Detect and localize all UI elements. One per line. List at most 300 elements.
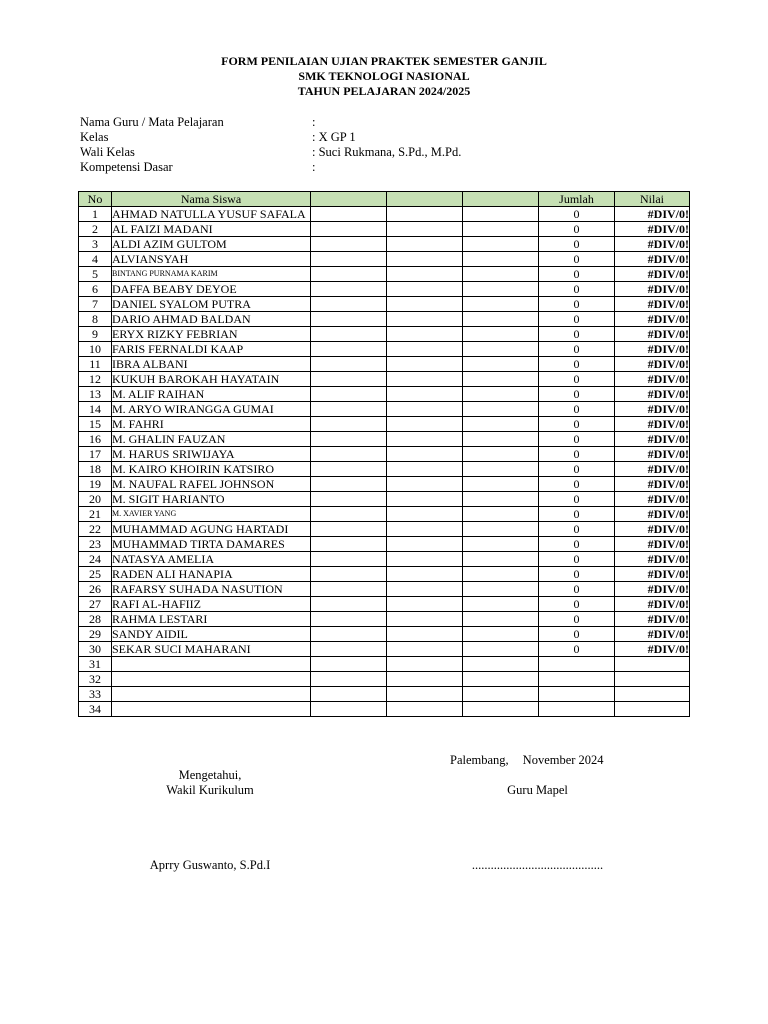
header-name: Nama Siswa — [112, 192, 311, 207]
cell-blank — [463, 252, 539, 267]
table-row — [79, 267, 690, 282]
info-block — [80, 115, 480, 175]
title-line-2: SMK TEKNOLOGI NASIONAL — [298, 69, 470, 83]
document-title — [0, 54, 768, 99]
table-row — [79, 327, 690, 342]
cell-blank — [387, 282, 463, 297]
cell-blank — [463, 372, 539, 387]
cell-no: 25 — [79, 567, 112, 582]
cell-total: 0 — [539, 507, 615, 522]
cell-total: 0 — [539, 342, 615, 357]
info-label: Kelas — [80, 130, 109, 144]
info-value: : X GP 1 — [312, 130, 356, 144]
cell-no: 28 — [79, 612, 112, 627]
cell-score: #DIV/0! — [615, 492, 690, 507]
cell-total: 0 — [539, 447, 615, 462]
cell-blank — [311, 537, 387, 552]
cell-blank — [387, 612, 463, 627]
cell-no: 16 — [79, 432, 112, 447]
cell-name: SEKAR SUCI MAHARANI — [112, 642, 311, 657]
cell-name: RAFI AL-HAFIIZ — [112, 597, 311, 612]
cell-no: 17 — [79, 447, 112, 462]
table-row — [79, 252, 690, 267]
table-row — [79, 402, 690, 417]
cell-total — [539, 702, 615, 717]
table-row — [79, 207, 690, 222]
cell-blank — [311, 657, 387, 672]
cell-blank — [463, 237, 539, 252]
info-label: Kompetensi Dasar — [80, 160, 173, 174]
info-value: : — [312, 115, 316, 129]
cell-blank — [311, 402, 387, 417]
cell-no: 21 — [79, 507, 112, 522]
table-row — [79, 237, 690, 252]
cell-blank — [463, 582, 539, 597]
cell-score: #DIV/0! — [615, 642, 690, 657]
cell-blank — [387, 537, 463, 552]
cell-score: #DIV/0! — [615, 402, 690, 417]
cell-blank — [311, 567, 387, 582]
cell-blank — [311, 387, 387, 402]
cell-blank — [387, 207, 463, 222]
cell-total: 0 — [539, 612, 615, 627]
cell-total: 0 — [539, 327, 615, 342]
cell-blank — [463, 537, 539, 552]
cell-score — [615, 657, 690, 672]
table-row — [79, 627, 690, 642]
cell-total: 0 — [539, 237, 615, 252]
cell-no: 15 — [79, 417, 112, 432]
cell-blank — [311, 372, 387, 387]
cell-blank — [311, 597, 387, 612]
cell-no: 11 — [79, 357, 112, 372]
cell-blank — [463, 327, 539, 342]
cell-blank — [463, 342, 539, 357]
cell-no: 24 — [79, 552, 112, 567]
cell-name: DANIEL SYALOM PUTRA — [112, 297, 311, 312]
cell-name: M. NAUFAL RAFEL JOHNSON — [112, 477, 311, 492]
table-row — [79, 477, 690, 492]
cell-no: 13 — [79, 387, 112, 402]
cell-blank — [463, 417, 539, 432]
cell-score: #DIV/0! — [615, 372, 690, 387]
cell-total: 0 — [539, 357, 615, 372]
cell-blank — [463, 492, 539, 507]
cell-name: NATASYA AMELIA — [112, 552, 311, 567]
cell-blank — [387, 222, 463, 237]
cell-blank — [387, 267, 463, 282]
cell-score: #DIV/0! — [615, 612, 690, 627]
cell-total: 0 — [539, 552, 615, 567]
cell-no: 5 — [79, 267, 112, 282]
cell-name: AHMAD NATULLA YUSUF SAFALA — [112, 207, 311, 222]
cell-no: 29 — [79, 627, 112, 642]
cell-no: 8 — [79, 312, 112, 327]
cell-total: 0 — [539, 642, 615, 657]
cell-score: #DIV/0! — [615, 462, 690, 477]
table-row — [79, 507, 690, 522]
info-label: Wali Kelas — [80, 145, 135, 159]
score-table — [78, 191, 690, 717]
cell-no: 26 — [79, 582, 112, 597]
cell-score: #DIV/0! — [615, 447, 690, 462]
cell-blank — [311, 687, 387, 702]
right-role: Guru Mapel — [507, 783, 568, 797]
cell-total: 0 — [539, 522, 615, 537]
cell-blank — [463, 267, 539, 282]
cell-score: #DIV/0! — [615, 327, 690, 342]
cell-no: 6 — [79, 282, 112, 297]
cell-blank — [311, 462, 387, 477]
cell-total: 0 — [539, 597, 615, 612]
table-body — [79, 207, 690, 717]
cell-score: #DIV/0! — [615, 477, 690, 492]
cell-score — [615, 687, 690, 702]
table-row — [79, 597, 690, 612]
info-row-class — [80, 130, 480, 145]
cell-score: #DIV/0! — [615, 252, 690, 267]
table-row — [79, 537, 690, 552]
cell-name: KUKUH BAROKAH HAYATAIN — [112, 372, 311, 387]
table-row — [79, 552, 690, 567]
cell-blank — [463, 432, 539, 447]
cell-blank — [387, 312, 463, 327]
cell-name: FARIS FERNALDI KAAP — [112, 342, 311, 357]
cell-blank — [463, 282, 539, 297]
cell-total: 0 — [539, 492, 615, 507]
cell-name: DAFFA BEABY DEYOE — [112, 282, 311, 297]
cell-name: M. XAVIER YANG — [112, 507, 311, 522]
cell-blank — [387, 387, 463, 402]
cell-no: 4 — [79, 252, 112, 267]
table-row — [79, 297, 690, 312]
cell-blank — [463, 627, 539, 642]
cell-no: 27 — [79, 597, 112, 612]
cell-blank — [311, 582, 387, 597]
cell-no: 30 — [79, 642, 112, 657]
table-row — [79, 417, 690, 432]
cell-score: #DIV/0! — [615, 582, 690, 597]
cell-no: 19 — [79, 477, 112, 492]
cell-no: 9 — [79, 327, 112, 342]
cell-total: 0 — [539, 282, 615, 297]
cell-blank — [387, 462, 463, 477]
cell-blank — [311, 477, 387, 492]
table-row — [79, 672, 690, 687]
cell-total: 0 — [539, 252, 615, 267]
cell-no: 34 — [79, 702, 112, 717]
cell-name: MUHAMMAD TIRTA DAMARES — [112, 537, 311, 552]
cell-blank — [463, 597, 539, 612]
cell-no: 10 — [79, 342, 112, 357]
cell-no: 18 — [79, 462, 112, 477]
right-signer-line: .......................................... — [471, 858, 604, 872]
cell-score: #DIV/0! — [615, 297, 690, 312]
cell-blank — [463, 552, 539, 567]
cell-blank — [387, 417, 463, 432]
cell-blank — [463, 507, 539, 522]
cell-score — [615, 672, 690, 687]
cell-name — [112, 672, 311, 687]
cell-blank — [387, 447, 463, 462]
cell-blank — [387, 327, 463, 342]
table-row — [79, 642, 690, 657]
left-signature-block — [120, 768, 300, 798]
cell-no: 31 — [79, 657, 112, 672]
info-row-homeroom — [80, 145, 480, 160]
header-blank-2 — [387, 192, 463, 207]
cell-blank — [463, 522, 539, 537]
header-blank-1 — [311, 192, 387, 207]
cell-no: 12 — [79, 372, 112, 387]
cell-no: 20 — [79, 492, 112, 507]
cell-score — [615, 702, 690, 717]
cell-name: RADEN ALI HANAPIA — [112, 567, 311, 582]
cell-total — [539, 672, 615, 687]
cell-blank — [463, 672, 539, 687]
cell-blank — [387, 252, 463, 267]
cell-blank — [387, 552, 463, 567]
cell-blank — [387, 702, 463, 717]
cell-blank — [311, 222, 387, 237]
cell-blank — [463, 462, 539, 477]
cell-name: M. HARUS SRIWIJAYA — [112, 447, 311, 462]
cell-name: RAFARSY SUHADA NASUTION — [112, 582, 311, 597]
cell-blank — [311, 357, 387, 372]
cell-no: 14 — [79, 402, 112, 417]
cell-blank — [463, 657, 539, 672]
place-text: Palembang, — [450, 753, 509, 767]
cell-blank — [311, 297, 387, 312]
table-row — [79, 282, 690, 297]
table-row — [79, 687, 690, 702]
cell-score: #DIV/0! — [615, 537, 690, 552]
right-signature-block — [450, 783, 625, 798]
cell-blank — [311, 267, 387, 282]
cell-no: 33 — [79, 687, 112, 702]
table-row — [79, 567, 690, 582]
cell-score: #DIV/0! — [615, 207, 690, 222]
cell-blank — [387, 567, 463, 582]
title-line-1: FORM PENILAIAN UJIAN PRAKTEK SEMESTER GANJIL — [221, 54, 547, 68]
table-row — [79, 612, 690, 627]
table-row — [79, 582, 690, 597]
table-row — [79, 657, 690, 672]
cell-name — [112, 687, 311, 702]
cell-score: #DIV/0! — [615, 417, 690, 432]
header-no: No — [79, 192, 112, 207]
info-label: Nama Guru / Mata Pelajaran — [80, 115, 224, 129]
cell-score: #DIV/0! — [615, 312, 690, 327]
table-row — [79, 387, 690, 402]
cell-no: 32 — [79, 672, 112, 687]
header-score: Nilai — [615, 192, 690, 207]
cell-score: #DIV/0! — [615, 222, 690, 237]
cell-blank — [463, 207, 539, 222]
header-blank-3 — [463, 192, 539, 207]
cell-total: 0 — [539, 477, 615, 492]
cell-score: #DIV/0! — [615, 357, 690, 372]
cell-blank — [311, 642, 387, 657]
cell-total: 0 — [539, 462, 615, 477]
cell-name: M. FAHRI — [112, 417, 311, 432]
cell-blank — [387, 402, 463, 417]
cell-total: 0 — [539, 297, 615, 312]
cell-score: #DIV/0! — [615, 507, 690, 522]
cell-name: BINTANG PURNAMA KARIM — [112, 267, 311, 282]
table-row — [79, 492, 690, 507]
cell-name — [112, 657, 311, 672]
cell-blank — [311, 702, 387, 717]
cell-blank — [311, 327, 387, 342]
cell-blank — [463, 612, 539, 627]
cell-name: AL FAIZI MADANI — [112, 222, 311, 237]
cell-blank — [387, 672, 463, 687]
left-signer-name: Aprry Guswanto, S.Pd.I — [149, 858, 271, 872]
cell-blank — [311, 507, 387, 522]
cell-blank — [311, 237, 387, 252]
cell-total: 0 — [539, 312, 615, 327]
cell-blank — [311, 672, 387, 687]
cell-blank — [463, 387, 539, 402]
cell-blank — [387, 372, 463, 387]
cell-blank — [311, 612, 387, 627]
cell-total: 0 — [539, 432, 615, 447]
cell-blank — [463, 447, 539, 462]
cell-blank — [387, 642, 463, 657]
cell-blank — [387, 657, 463, 672]
cell-blank — [387, 357, 463, 372]
table-row — [79, 312, 690, 327]
cell-blank — [311, 522, 387, 537]
cell-total: 0 — [539, 372, 615, 387]
info-value: : — [312, 160, 316, 174]
cell-score: #DIV/0! — [615, 237, 690, 252]
cell-score: #DIV/0! — [615, 567, 690, 582]
cell-blank — [311, 252, 387, 267]
cell-blank — [311, 492, 387, 507]
cell-name: MUHAMMAD AGUNG HARTADI — [112, 522, 311, 537]
title-line-3: TAHUN PELAJARAN 2024/2025 — [297, 84, 471, 98]
cell-total: 0 — [539, 417, 615, 432]
cell-name: M. ALIF RAIHAN — [112, 387, 311, 402]
cell-name: ERYX RIZKY FEBRIAN — [112, 327, 311, 342]
table-row — [79, 372, 690, 387]
cell-blank — [463, 402, 539, 417]
cell-no: 7 — [79, 297, 112, 312]
cell-score: #DIV/0! — [615, 432, 690, 447]
cell-blank — [387, 342, 463, 357]
cell-blank — [387, 477, 463, 492]
cell-blank — [463, 357, 539, 372]
cell-score: #DIV/0! — [615, 342, 690, 357]
cell-name: M. SIGIT HARIANTO — [112, 492, 311, 507]
cell-blank — [311, 627, 387, 642]
cell-blank — [311, 432, 387, 447]
cell-score: #DIV/0! — [615, 282, 690, 297]
cell-total: 0 — [539, 582, 615, 597]
cell-blank — [387, 507, 463, 522]
cell-name: IBRA ALBANI — [112, 357, 311, 372]
cell-blank — [463, 687, 539, 702]
cell-blank — [463, 477, 539, 492]
cell-blank — [311, 552, 387, 567]
cell-score: #DIV/0! — [615, 552, 690, 567]
cell-blank — [387, 432, 463, 447]
cell-no: 2 — [79, 222, 112, 237]
cell-total: 0 — [539, 627, 615, 642]
cell-total: 0 — [539, 267, 615, 282]
table-header-row — [79, 192, 690, 207]
cell-blank — [387, 522, 463, 537]
info-row-competency — [80, 160, 480, 175]
cell-blank — [387, 582, 463, 597]
left-role: Wakil Kurikulum — [166, 783, 254, 797]
cell-blank — [311, 447, 387, 462]
table-row — [79, 357, 690, 372]
cell-no: 22 — [79, 522, 112, 537]
cell-blank — [463, 312, 539, 327]
cell-blank — [387, 237, 463, 252]
cell-total: 0 — [539, 207, 615, 222]
cell-name — [112, 702, 311, 717]
table-row — [79, 342, 690, 357]
table-row — [79, 222, 690, 237]
table-row — [79, 522, 690, 537]
table-row — [79, 432, 690, 447]
cell-name: SANDY AIDIL — [112, 627, 311, 642]
cell-blank — [463, 297, 539, 312]
cell-total: 0 — [539, 402, 615, 417]
cell-name: DARIO AHMAD BALDAN — [112, 312, 311, 327]
cell-total: 0 — [539, 537, 615, 552]
cell-blank — [387, 297, 463, 312]
cell-blank — [463, 222, 539, 237]
cell-blank — [463, 567, 539, 582]
place-date — [450, 753, 604, 768]
ack-text: Mengetahui, — [178, 768, 242, 782]
cell-blank — [387, 627, 463, 642]
info-value: : Suci Rukmana, S.Pd., M.Pd. — [312, 145, 462, 159]
cell-blank — [463, 642, 539, 657]
cell-blank — [311, 312, 387, 327]
cell-name: ALDI AZIM GULTOM — [112, 237, 311, 252]
cell-no: 23 — [79, 537, 112, 552]
cell-total — [539, 657, 615, 672]
cell-score: #DIV/0! — [615, 387, 690, 402]
cell-blank — [311, 342, 387, 357]
cell-total: 0 — [539, 222, 615, 237]
cell-name: ALVIANSYAH — [112, 252, 311, 267]
table-row — [79, 447, 690, 462]
table-row — [79, 462, 690, 477]
cell-blank — [311, 207, 387, 222]
info-row-teacher — [80, 115, 480, 130]
header-total: Jumlah — [539, 192, 615, 207]
cell-score: #DIV/0! — [615, 627, 690, 642]
cell-score: #DIV/0! — [615, 597, 690, 612]
cell-name: M. KAIRO KHOIRIN KATSIRO — [112, 462, 311, 477]
month-text: November 2024 — [522, 753, 604, 767]
cell-score: #DIV/0! — [615, 522, 690, 537]
cell-no: 1 — [79, 207, 112, 222]
cell-score: #DIV/0! — [615, 267, 690, 282]
cell-blank — [463, 702, 539, 717]
cell-total: 0 — [539, 567, 615, 582]
cell-name: M. GHALIN FAUZAN — [112, 432, 311, 447]
cell-blank — [387, 687, 463, 702]
cell-name: M. ARYO WIRANGGA GUMAI — [112, 402, 311, 417]
